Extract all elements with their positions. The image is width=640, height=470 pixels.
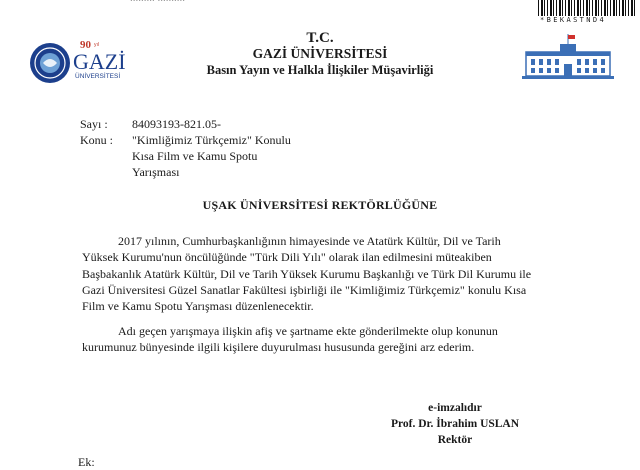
- body-paragraph-1: [82, 233, 577, 314]
- meta-sayi: [80, 117, 221, 132]
- signature-name: Prof. Dr. İbrahim USLAN: [390, 418, 520, 430]
- paragraph-line: Gazi Üniversitesi Güzel Sanatlar Fakültesi işbirliği ile "Kimliğimiz Türkçemiz" konulu Kısa: [82, 282, 527, 297]
- konu-value-line2: Kısa Film ve Kamu Spotu: [132, 149, 258, 163]
- building-icon: [522, 34, 614, 80]
- header-university: GAZİ ÜNİVERSİTESİ: [252, 46, 388, 61]
- logo-anniversary: 90: [80, 39, 91, 51]
- konu-value-line3: Yarışması: [132, 165, 180, 179]
- konu-value-line1: "Kimliğimiz Türkçemiz" Konulu: [132, 133, 291, 147]
- sayi-value: 84093193-821.05-: [132, 117, 221, 131]
- attachment-label: Ek:: [78, 455, 95, 469]
- paragraph-line: Adı geçen yarışmaya ilişkin afiş ve şartname ekte gönderilmekte olup konunun: [118, 324, 498, 338]
- header-department: Basın Yayın ve Halkla İlişkiler Müşavirliği: [206, 63, 434, 77]
- konu-label: Konu :: [80, 133, 113, 147]
- barcode-text: *BEKASTND4: [540, 16, 607, 24]
- logo-subtitle: ÜNİVERSİTESİ: [75, 73, 121, 80]
- signature-title: Rektör: [437, 434, 473, 446]
- header-tc: T.C.: [306, 30, 334, 46]
- paragraph-line: Yüksek Kurumu'nun öncülüğünde "Türk Dili Yılı" olarak ilan edilmesini müteakiben: [82, 250, 492, 265]
- body-paragraph-2: [82, 323, 577, 356]
- paragraph-line: Film ve Kamu Spotu Yarışması düzenlenecektir.: [82, 299, 314, 314]
- meta-konu: [80, 133, 291, 148]
- barcode: [538, 0, 636, 16]
- logo-name: GAZİ: [73, 49, 126, 74]
- paragraph-line: 2017 yılının, Cumhurbaşkanlığının himayesinde ve Atatürk Kültür, Dil ve Tarih: [118, 234, 501, 248]
- sayi-label: Sayı :: [80, 117, 108, 131]
- signature-e-signed: e-imzalıdır: [428, 402, 482, 414]
- addressee: UŞAK ÜNİVERSİTESİ REKTÖRLÜĞÜNE: [202, 198, 438, 212]
- logo-anniversary-suffix: yıl: [94, 42, 99, 48]
- paragraph-line: Başbakanlık Atatürk Kültür, Dil ve Tarih Yüksek Kurumu Başkanlığı ve Türk Dil Kurumu ile: [82, 266, 532, 281]
- paragraph-line: kurumunuz bünyesinde ilgili kişilere duyurulması hususunda gereğini arz ederim.: [82, 340, 475, 355]
- top-partial-text: [130, 0, 185, 4]
